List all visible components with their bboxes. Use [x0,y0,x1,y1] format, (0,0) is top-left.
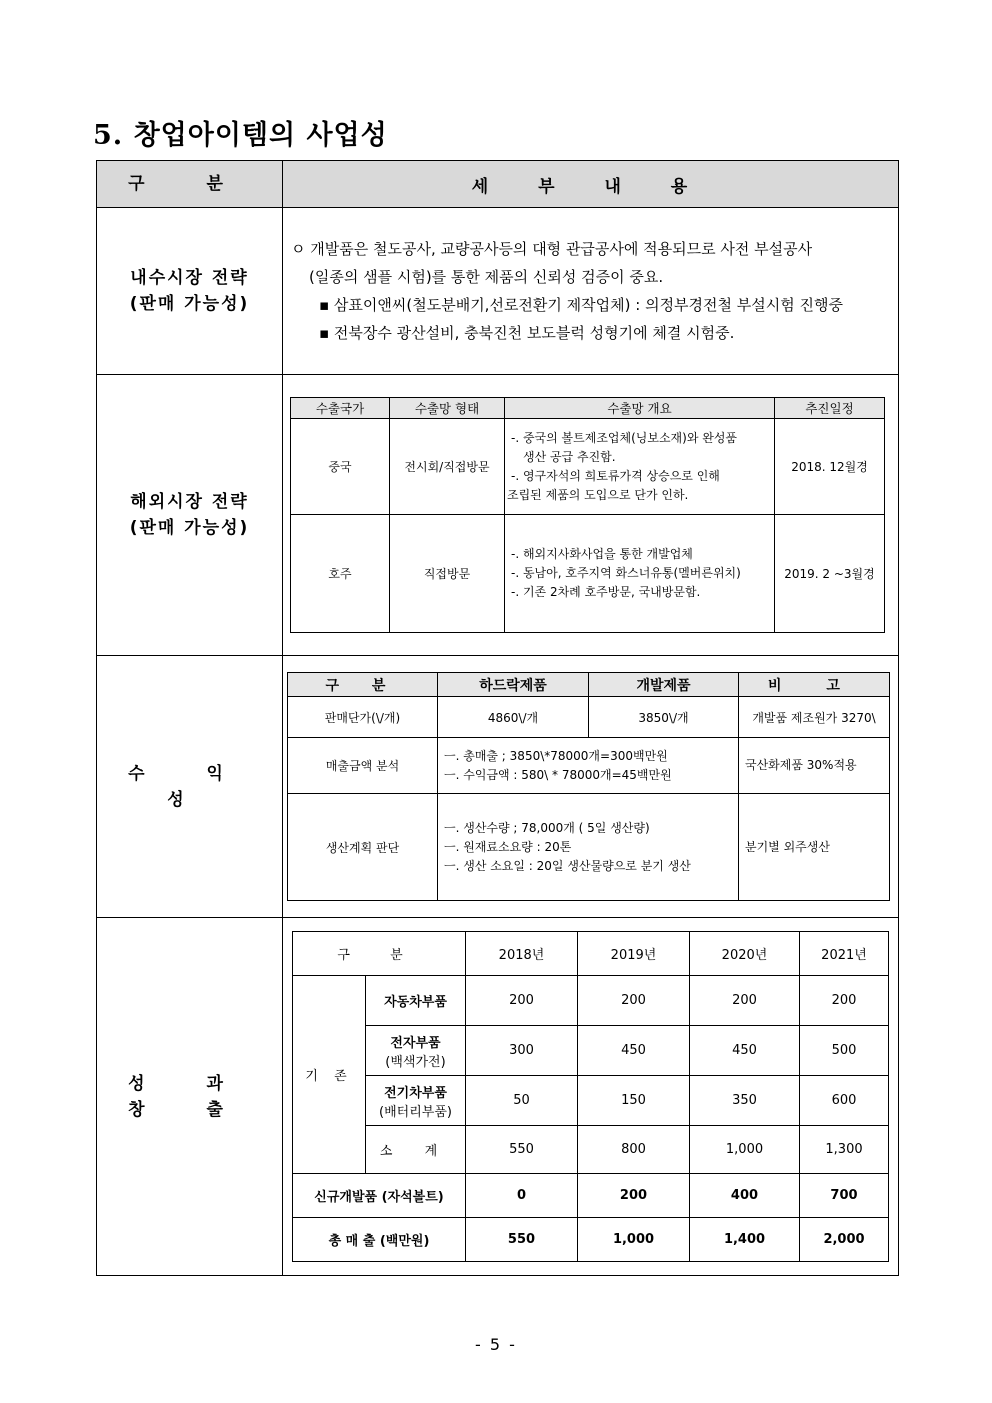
performance-row [97,918,899,1276]
page-number: - 5 - [475,1335,517,1354]
table-row: 신규개발품 (자석볼트) 0 200 400 700 [293,1174,889,1218]
table-row: 소 계 550 800 1,000 1,300 [293,1126,889,1174]
overseas-row [97,375,899,656]
overseas-label: 해외시장 전략 (판매 가능성) [97,375,283,656]
performance-details [283,918,899,1276]
performance-label: 성 과 창 출 [97,918,283,1276]
table-row: 판매단가(\/개) 4860\/개 3850\/개 개발품 제조원가 3270\ [288,697,890,738]
page-title: 5. 창업아이템의 사업성 [93,120,388,151]
domestic-details: ㅇ 개발품은 철도공사, 교량공사등의 대형 관급공사에 적용되므로 사전 부설공사 (일종의 샘플 시험)를 통한 제품의 신뢰성 검증이 중요. ▪ 삼표이앤씨(철도분배기,선로전환기 제작업체) : 의정부경전철 부설시험 진행중 ▪ 전북장수 광산설비, 충북진천 보도블럭 성형기에 체결 시험중. [283,208,899,375]
table-row: 생산계획 판단 ㅡ. 생산수량 ; 78,000개 ( 5일 생산량) ㅡ. 원재료소요량 : 20톤 ㅡ. 생산 소요일 : 20일 생산물량으로 분기 생산 분기별 외주생산 [288,794,890,901]
table-row: 전기차부품 (배터리부품) 50 150 350 600 [293,1076,889,1126]
revenue-table [287,672,890,901]
table-row: 구 분 하드락제품 개발제품 비 고 [288,673,890,697]
table-row: 중국 전시회/직접방문 -. 중국의 볼트제조업체(닝보소재)와 완성품 생산 공급 추진함. -. 영구자석의 희토류가격 상승으로 인해 조립된 제품의 도입으로 단가 인하. 2018. 12월경 [291,419,885,515]
table-row: 구 분 2018년 2019년 2020년 2021년 [293,932,889,976]
list-item: ▪ 전북장수 광산설비, 충북진천 보도블럭 성형기에 체결 시험중. [319,324,735,342]
revenue-details [283,656,899,918]
business-feasibility-table [96,160,899,1276]
header-details: 세 부 내 용 [283,161,899,208]
table-row: 전자부품 (백색가전) 300 450 450 500 [293,1026,889,1076]
performance-table [292,931,889,1262]
table-row: 수출국가 수출망 형태 수출망 개요 추진일정 [291,398,885,419]
domestic-row [97,208,899,375]
table-row: 총 매 출 (백만원) 550 1,000 1,400 2,000 [293,1218,889,1262]
overseas-details [283,375,899,656]
list-item: ▪ 삼표이앤씨(철도분배기,선로전환기 제작업체) : 의정부경전철 부설시험 진행중 [319,296,843,314]
domestic-label: 내수시장 전략 (판매 가능성) [97,208,283,375]
table-header-row [97,161,899,208]
table-row: 기 존 자동차부품 200 200 200 200 [293,976,889,1026]
export-table [290,397,885,633]
table-row: 매출금액 분석 ㅡ. 총매출 ; 3850\*78000개=300백만원 ㅡ. 수익금액 : 580\ * 78000개=45백만원 국산화제품 30%적용 [288,738,890,794]
revenue-row [97,656,899,918]
header-category: 구 분 [97,161,283,208]
revenue-label: 수 익 성 [97,656,283,918]
table-row: 호주 직접방문 -. 해외지사화사업을 통한 개발업체 -. 동남아, 호주지역 화스너유통(멜버른위치) -. 기존 2차례 호주방문, 국내방문함. 2019. 2 ~3월경 [291,515,885,633]
